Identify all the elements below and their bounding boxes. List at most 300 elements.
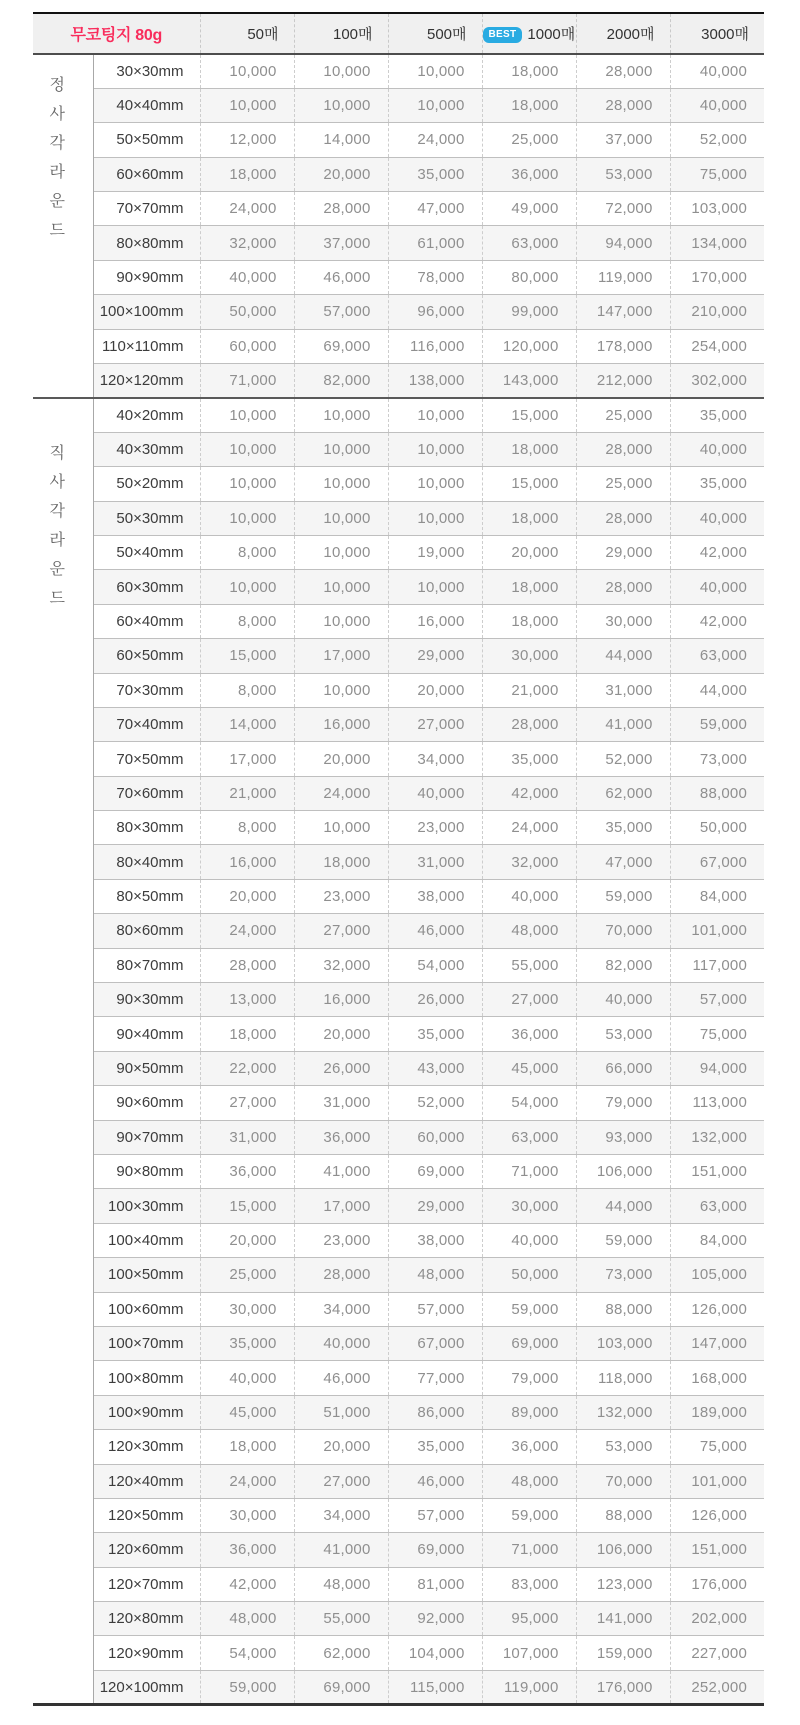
size-cell: 70×60mm <box>93 776 200 810</box>
price-cell: 35,000 <box>670 398 764 432</box>
price-cell: 22,000 <box>200 1051 294 1085</box>
table-row <box>33 811 764 845</box>
price-cell: 141,000 <box>576 1602 670 1636</box>
price-cell: 21,000 <box>482 673 576 707</box>
price-cell: 32,000 <box>200 226 294 260</box>
price-cell: 23,000 <box>294 1223 388 1257</box>
price-cell: 13,000 <box>200 983 294 1017</box>
price-cell: 17,000 <box>294 639 388 673</box>
price-cell: 94,000 <box>670 1051 764 1085</box>
price-cell: 50,000 <box>482 1258 576 1292</box>
price-cell: 71,000 <box>482 1155 576 1189</box>
price-cell: 132,000 <box>576 1395 670 1429</box>
price-cell: 18,000 <box>482 501 576 535</box>
price-cell: 119,000 <box>482 1670 576 1704</box>
price-cell: 106,000 <box>576 1155 670 1189</box>
size-cell: 90×50mm <box>93 1051 200 1085</box>
price-cell: 15,000 <box>482 467 576 501</box>
table-row <box>33 467 764 501</box>
size-cell: 110×110mm <box>93 329 200 363</box>
table-row <box>33 948 764 982</box>
price-cell: 20,000 <box>294 157 388 191</box>
price-cell: 24,000 <box>388 123 482 157</box>
qty-header-100: 100매 <box>294 13 388 54</box>
price-cell: 119,000 <box>576 260 670 294</box>
price-cell: 10,000 <box>294 535 388 569</box>
size-cell: 40×20mm <box>93 398 200 432</box>
price-cell: 106,000 <box>576 1533 670 1567</box>
table-row <box>33 1567 764 1601</box>
price-cell: 10,000 <box>294 570 388 604</box>
best-badge: BEST <box>483 27 523 43</box>
price-cell: 84,000 <box>670 1223 764 1257</box>
price-cell: 10,000 <box>200 398 294 432</box>
price-cell: 151,000 <box>670 1155 764 1189</box>
table-row <box>33 1395 764 1429</box>
price-cell: 176,000 <box>576 1670 670 1704</box>
price-cell: 28,000 <box>576 432 670 466</box>
price-cell: 30,000 <box>576 604 670 638</box>
price-cell: 75,000 <box>670 157 764 191</box>
price-cell: 59,000 <box>670 707 764 741</box>
price-cell: 82,000 <box>576 948 670 982</box>
size-cell: 90×90mm <box>93 260 200 294</box>
price-cell: 28,000 <box>576 54 670 88</box>
price-cell: 143,000 <box>482 364 576 398</box>
price-cell: 10,000 <box>294 398 388 432</box>
price-cell: 18,000 <box>482 88 576 122</box>
price-cell: 8,000 <box>200 535 294 569</box>
price-cell: 168,000 <box>670 1361 764 1395</box>
price-cell: 79,000 <box>482 1361 576 1395</box>
table-row <box>33 604 764 638</box>
price-cell: 40,000 <box>482 879 576 913</box>
price-cell: 18,000 <box>482 432 576 466</box>
size-cell: 90×80mm <box>93 1155 200 1189</box>
price-cell: 18,000 <box>200 157 294 191</box>
price-cell: 31,000 <box>576 673 670 707</box>
price-cell: 115,000 <box>388 1670 482 1704</box>
size-cell: 100×70mm <box>93 1326 200 1360</box>
price-cell: 10,000 <box>388 570 482 604</box>
table-row <box>33 1051 764 1085</box>
price-cell: 37,000 <box>576 123 670 157</box>
table-row <box>33 1361 764 1395</box>
qty-header-1000-label: 1000매 <box>527 26 576 43</box>
price-cell: 17,000 <box>294 1189 388 1223</box>
price-cell: 10,000 <box>294 467 388 501</box>
price-cell: 25,000 <box>576 467 670 501</box>
size-cell: 120×80mm <box>93 1602 200 1636</box>
price-cell: 27,000 <box>388 707 482 741</box>
price-cell: 88,000 <box>576 1498 670 1532</box>
size-cell: 100×100mm <box>93 295 200 329</box>
price-cell: 41,000 <box>294 1533 388 1567</box>
price-cell: 35,000 <box>388 1430 482 1464</box>
size-cell: 50×30mm <box>93 501 200 535</box>
price-cell: 10,000 <box>200 467 294 501</box>
size-cell: 120×40mm <box>93 1464 200 1498</box>
price-cell: 54,000 <box>388 948 482 982</box>
price-cell: 28,000 <box>294 192 388 226</box>
price-cell: 10,000 <box>294 501 388 535</box>
size-cell: 120×30mm <box>93 1430 200 1464</box>
price-cell: 23,000 <box>388 811 482 845</box>
section-rect-round <box>33 398 764 1705</box>
table-row <box>33 1223 764 1257</box>
price-cell: 18,000 <box>482 604 576 638</box>
table-row <box>33 707 764 741</box>
price-cell: 35,000 <box>576 811 670 845</box>
size-cell: 120×100mm <box>93 1670 200 1704</box>
price-cell: 93,000 <box>576 1120 670 1154</box>
price-cell: 30,000 <box>482 639 576 673</box>
size-cell: 50×50mm <box>93 123 200 157</box>
size-cell: 60×50mm <box>93 639 200 673</box>
price-cell: 20,000 <box>294 1017 388 1051</box>
price-cell: 88,000 <box>670 776 764 810</box>
table-row <box>33 192 764 226</box>
price-cell: 53,000 <box>576 1017 670 1051</box>
table-row <box>33 54 764 88</box>
price-cell: 47,000 <box>576 845 670 879</box>
table-row <box>33 1636 764 1670</box>
price-cell: 99,000 <box>482 295 576 329</box>
price-cell: 60,000 <box>388 1120 482 1154</box>
price-cell: 55,000 <box>482 948 576 982</box>
price-cell: 36,000 <box>200 1533 294 1567</box>
price-cell: 59,000 <box>576 1223 670 1257</box>
price-cell: 34,000 <box>294 1292 388 1326</box>
size-cell: 70×50mm <box>93 742 200 776</box>
table-row <box>33 88 764 122</box>
size-cell: 100×80mm <box>93 1361 200 1395</box>
price-cell: 34,000 <box>388 742 482 776</box>
price-cell: 73,000 <box>576 1258 670 1292</box>
size-cell: 50×20mm <box>93 467 200 501</box>
price-cell: 24,000 <box>200 1464 294 1498</box>
table-row <box>33 295 764 329</box>
price-cell: 52,000 <box>670 123 764 157</box>
price-cell: 120,000 <box>482 329 576 363</box>
price-cell: 254,000 <box>670 329 764 363</box>
price-cell: 50,000 <box>670 811 764 845</box>
price-cell: 94,000 <box>576 226 670 260</box>
size-cell: 80×40mm <box>93 845 200 879</box>
size-cell: 100×30mm <box>93 1189 200 1223</box>
price-cell: 67,000 <box>670 845 764 879</box>
price-cell: 77,000 <box>388 1361 482 1395</box>
size-cell: 100×90mm <box>93 1395 200 1429</box>
price-cell: 20,000 <box>200 879 294 913</box>
price-cell: 40,000 <box>294 1326 388 1360</box>
price-cell: 48,000 <box>482 914 576 948</box>
price-cell: 24,000 <box>200 914 294 948</box>
price-cell: 44,000 <box>670 673 764 707</box>
price-cell: 107,000 <box>482 1636 576 1670</box>
price-cell: 42,000 <box>670 604 764 638</box>
size-cell: 100×50mm <box>93 1258 200 1292</box>
price-cell: 45,000 <box>200 1395 294 1429</box>
price-cell: 71,000 <box>482 1533 576 1567</box>
price-cell: 10,000 <box>388 398 482 432</box>
size-cell: 120×70mm <box>93 1567 200 1601</box>
table-row <box>33 157 764 191</box>
price-cell: 212,000 <box>576 364 670 398</box>
price-cell: 10,000 <box>294 811 388 845</box>
price-cell: 63,000 <box>670 1189 764 1223</box>
price-cell: 170,000 <box>670 260 764 294</box>
price-cell: 35,000 <box>388 157 482 191</box>
size-cell: 60×60mm <box>93 157 200 191</box>
price-cell: 72,000 <box>576 192 670 226</box>
section-square-round <box>33 54 764 398</box>
price-cell: 151,000 <box>670 1533 764 1567</box>
price-cell: 178,000 <box>576 329 670 363</box>
price-cell: 40,000 <box>482 1223 576 1257</box>
price-cell: 44,000 <box>576 1189 670 1223</box>
price-cell: 30,000 <box>482 1189 576 1223</box>
price-cell: 35,000 <box>482 742 576 776</box>
price-cell: 62,000 <box>294 1636 388 1670</box>
table-row <box>33 398 764 432</box>
price-cell: 189,000 <box>670 1395 764 1429</box>
price-cell: 70,000 <box>576 914 670 948</box>
price-cell: 88,000 <box>576 1292 670 1326</box>
size-cell: 70×30mm <box>93 673 200 707</box>
price-cell: 40,000 <box>670 54 764 88</box>
table-row <box>33 1292 764 1326</box>
table-row <box>33 1498 764 1532</box>
price-cell: 51,000 <box>294 1395 388 1429</box>
price-cell: 38,000 <box>388 1223 482 1257</box>
price-cell: 52,000 <box>576 742 670 776</box>
price-cell: 57,000 <box>388 1498 482 1532</box>
qty-header-2000: 2000매 <box>576 13 670 54</box>
price-cell: 25,000 <box>576 398 670 432</box>
table-row <box>33 742 764 776</box>
price-cell: 24,000 <box>294 776 388 810</box>
price-cell: 21,000 <box>200 776 294 810</box>
price-cell: 10,000 <box>294 673 388 707</box>
price-cell: 32,000 <box>482 845 576 879</box>
price-cell: 10,000 <box>294 88 388 122</box>
price-cell: 75,000 <box>670 1430 764 1464</box>
price-cell: 202,000 <box>670 1602 764 1636</box>
price-cell: 27,000 <box>482 983 576 1017</box>
price-cell: 69,000 <box>482 1326 576 1360</box>
table-row <box>33 364 764 398</box>
price-cell: 27,000 <box>294 1464 388 1498</box>
table-row <box>33 845 764 879</box>
size-cell: 90×70mm <box>93 1120 200 1154</box>
price-cell: 49,000 <box>482 192 576 226</box>
qty-header-3000: 3000매 <box>670 13 764 54</box>
price-cell: 12,000 <box>200 123 294 157</box>
price-cell: 36,000 <box>294 1120 388 1154</box>
price-cell: 37,000 <box>294 226 388 260</box>
price-cell: 40,000 <box>200 1361 294 1395</box>
table-row <box>33 570 764 604</box>
size-cell: 90×40mm <box>93 1017 200 1051</box>
price-cell: 81,000 <box>388 1567 482 1601</box>
table-row <box>33 776 764 810</box>
price-cell: 30,000 <box>200 1498 294 1532</box>
table-row <box>33 1155 764 1189</box>
price-cell: 132,000 <box>670 1120 764 1154</box>
price-cell: 31,000 <box>200 1120 294 1154</box>
price-cell: 10,000 <box>388 501 482 535</box>
price-cell: 8,000 <box>200 604 294 638</box>
price-cell: 10,000 <box>200 54 294 88</box>
price-cell: 92,000 <box>388 1602 482 1636</box>
price-cell: 20,000 <box>294 1430 388 1464</box>
price-cell: 8,000 <box>200 811 294 845</box>
price-cell: 20,000 <box>294 742 388 776</box>
table-row <box>33 673 764 707</box>
price-cell: 55,000 <box>294 1602 388 1636</box>
price-cell: 29,000 <box>576 535 670 569</box>
price-cell: 103,000 <box>576 1326 670 1360</box>
price-cell: 18,000 <box>482 570 576 604</box>
price-cell: 40,000 <box>670 432 764 466</box>
price-cell: 126,000 <box>670 1292 764 1326</box>
price-cell: 18,000 <box>200 1430 294 1464</box>
table-row <box>33 1602 764 1636</box>
table-row <box>33 1258 764 1292</box>
price-cell: 47,000 <box>388 192 482 226</box>
paper-type-header: 무코팅지 80g <box>70 27 162 44</box>
table-row <box>33 1326 764 1360</box>
price-cell: 104,000 <box>388 1636 482 1670</box>
price-cell: 57,000 <box>670 983 764 1017</box>
price-cell: 176,000 <box>670 1567 764 1601</box>
price-cell: 60,000 <box>200 329 294 363</box>
size-cell: 50×40mm <box>93 535 200 569</box>
price-cell: 19,000 <box>388 535 482 569</box>
price-cell: 83,000 <box>482 1567 576 1601</box>
price-cell: 80,000 <box>482 260 576 294</box>
price-cell: 42,000 <box>670 535 764 569</box>
price-cell: 18,000 <box>294 845 388 879</box>
price-cell: 36,000 <box>482 1430 576 1464</box>
size-cell: 120×90mm <box>93 1636 200 1670</box>
price-cell: 95,000 <box>482 1602 576 1636</box>
price-cell: 84,000 <box>670 879 764 913</box>
price-cell: 26,000 <box>294 1051 388 1085</box>
price-cell: 62,000 <box>576 776 670 810</box>
table-row <box>33 1464 764 1498</box>
price-cell: 35,000 <box>200 1326 294 1360</box>
price-cell: 70,000 <box>576 1464 670 1498</box>
price-cell: 105,000 <box>670 1258 764 1292</box>
size-cell: 90×30mm <box>93 983 200 1017</box>
price-cell: 302,000 <box>670 364 764 398</box>
price-cell: 40,000 <box>670 501 764 535</box>
price-cell: 27,000 <box>294 914 388 948</box>
price-cell: 10,000 <box>200 501 294 535</box>
price-cell: 86,000 <box>388 1395 482 1429</box>
price-cell: 89,000 <box>482 1395 576 1429</box>
price-cell: 79,000 <box>576 1086 670 1120</box>
price-cell: 15,000 <box>200 639 294 673</box>
price-cell: 10,000 <box>388 432 482 466</box>
price-cell: 117,000 <box>670 948 764 982</box>
price-cell: 28,000 <box>576 570 670 604</box>
price-cell: 118,000 <box>576 1361 670 1395</box>
price-cell: 46,000 <box>294 1361 388 1395</box>
price-cell: 25,000 <box>482 123 576 157</box>
table-row <box>33 432 764 466</box>
price-cell: 59,000 <box>200 1670 294 1704</box>
price-cell: 147,000 <box>576 295 670 329</box>
price-cell: 69,000 <box>388 1155 482 1189</box>
price-cell: 29,000 <box>388 639 482 673</box>
table-row <box>33 501 764 535</box>
table-row <box>33 329 764 363</box>
price-cell: 123,000 <box>576 1567 670 1601</box>
size-cell: 40×30mm <box>93 432 200 466</box>
price-cell: 41,000 <box>294 1155 388 1189</box>
size-cell: 90×60mm <box>93 1086 200 1120</box>
price-cell: 69,000 <box>294 329 388 363</box>
size-cell: 120×50mm <box>93 1498 200 1532</box>
table-row <box>33 1120 764 1154</box>
qty-header-1000 <box>482 13 576 54</box>
table-row <box>33 879 764 913</box>
price-cell: 35,000 <box>670 467 764 501</box>
size-cell: 30×30mm <box>93 54 200 88</box>
price-cell: 31,000 <box>388 845 482 879</box>
price-cell: 71,000 <box>200 364 294 398</box>
price-cell: 44,000 <box>576 639 670 673</box>
price-cell: 40,000 <box>200 260 294 294</box>
price-cell: 46,000 <box>294 260 388 294</box>
price-cell: 10,000 <box>294 604 388 638</box>
price-cell: 24,000 <box>482 811 576 845</box>
price-cell: 46,000 <box>388 1464 482 1498</box>
table-row <box>33 639 764 673</box>
size-cell: 80×80mm <box>93 226 200 260</box>
table-row <box>33 1086 764 1120</box>
price-cell: 16,000 <box>294 983 388 1017</box>
price-cell: 8,000 <box>200 673 294 707</box>
price-cell: 126,000 <box>670 1498 764 1532</box>
price-cell: 101,000 <box>670 914 764 948</box>
price-cell: 48,000 <box>200 1602 294 1636</box>
price-cell: 30,000 <box>200 1292 294 1326</box>
price-cell: 20,000 <box>482 535 576 569</box>
price-cell: 48,000 <box>388 1258 482 1292</box>
price-cell: 46,000 <box>388 914 482 948</box>
price-cell: 53,000 <box>576 157 670 191</box>
price-cell: 42,000 <box>200 1567 294 1601</box>
price-cell: 101,000 <box>670 1464 764 1498</box>
price-cell: 16,000 <box>294 707 388 741</box>
table-row <box>33 226 764 260</box>
price-cell: 10,000 <box>200 88 294 122</box>
price-cell: 16,000 <box>388 604 482 638</box>
table-row <box>33 914 764 948</box>
price-cell: 10,000 <box>294 432 388 466</box>
price-cell: 134,000 <box>670 226 764 260</box>
size-cell: 120×60mm <box>93 1533 200 1567</box>
price-cell: 38,000 <box>388 879 482 913</box>
price-cell: 227,000 <box>670 1636 764 1670</box>
price-cell: 14,000 <box>294 123 388 157</box>
qty-header-50: 50매 <box>200 13 294 54</box>
price-cell: 25,000 <box>200 1258 294 1292</box>
